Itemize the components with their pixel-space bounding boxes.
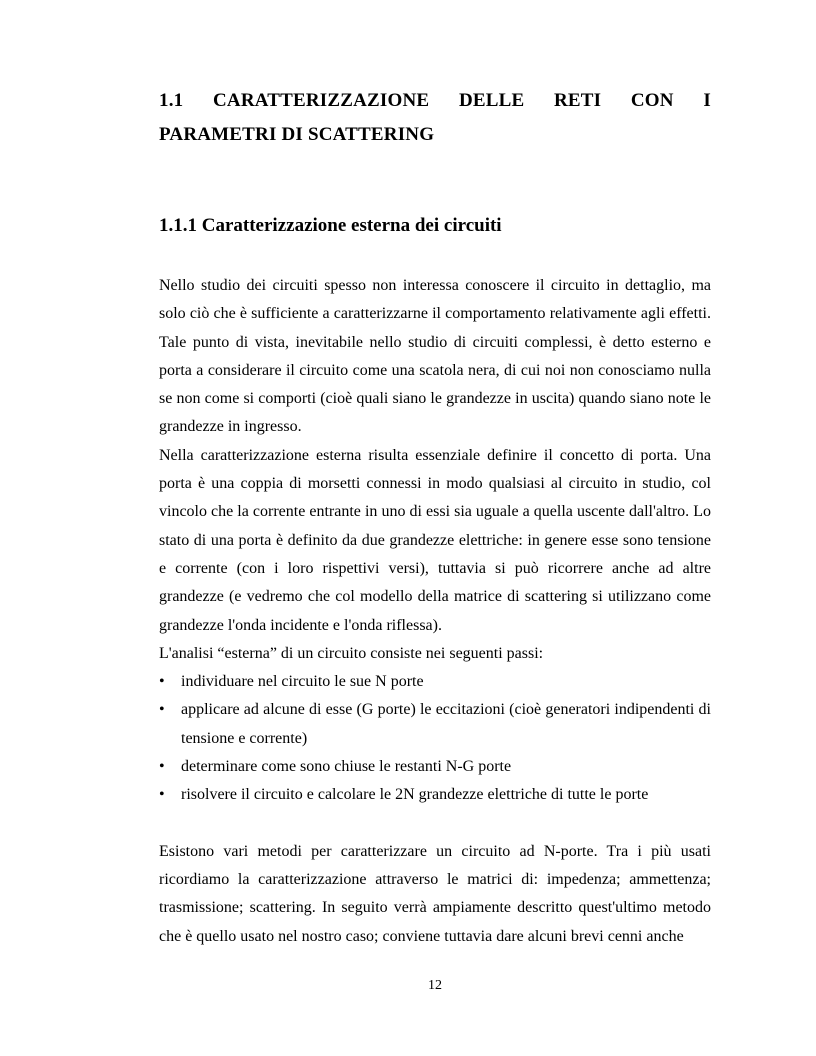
section-title-word: DELLE [458, 90, 525, 111]
bullet-icon: • [159, 758, 165, 776]
section-heading [159, 84, 711, 152]
bullet-icon: • [159, 701, 165, 719]
paragraph: Nello studio dei circuiti spesso non interessa conoscere il circuito in dettaglio, ma solo ciò che è sufficiente a caratterizzarne il comportamento relativamente agli effetti. Tale punto di vista, inevitabile nello studio di circuiti complessi, è detto esterno e porta a considerare il circuito come una scatola nera, di cui noi non conosciamo nulla se non come si comporti (cioè quali siano le grandezze in uscita) quando siano note le grandezze in ingresso. [159, 277, 711, 436]
section-heading-line1 [159, 84, 711, 118]
list-item-text: applicare ad alcune di esse (G porte) le eccitazioni (cioè generatori indipendenti di tensione e corrente) [181, 701, 711, 747]
bullet-icon: • [159, 786, 165, 804]
bullet-icon: • [159, 673, 165, 691]
section-heading-line2: PARAMETRI DI SCATTERING [159, 124, 435, 145]
list-item [159, 696, 711, 753]
paragraph: Nella caratterizzazione esterna risulta essenziale definire il concetto di porta. Una porta è una coppia di morsetti connessi in modo qualsiasi al circuito in studio, col vincolo che la corrente entrante in uno di essi sia uguale a quella uscente dall'altro. Lo stato di una porta è definito da due grandezze elettriche: in genere esse sono tensione e corrente (con i loro rispettivi versi), tuttavia si può ricorrere anche ad altre grandezze (e vedremo che col modello della matrice di scattering si utilizzano come grandezze l'onda incidente e l'onda riflessa). [159, 446, 711, 634]
body-text [159, 272, 711, 951]
section-title-word: RETI [553, 90, 602, 111]
list-item-text: individuare nel circuito le sue N porte [181, 673, 424, 691]
list-item [159, 781, 711, 809]
subsection-heading: 1.1.1 Caratterizzazione esterna dei circuiti [159, 215, 502, 236]
list-item [159, 753, 711, 781]
page-number: 12 [428, 978, 442, 993]
section-title-word: CON [630, 90, 674, 111]
list-item [159, 668, 711, 696]
section-number: 1.1 [159, 90, 184, 111]
bullet-list [159, 668, 711, 809]
section-title-word: I [703, 90, 711, 111]
list-item-text: risolvere il circuito e calcolare le 2N grandezze elettriche di tutte le porte [181, 786, 649, 804]
paragraph: L'analisi “esterna” di un circuito consiste nei seguenti passi: [159, 644, 544, 662]
section-title-word: CARATTERIZZAZIONE [212, 90, 430, 111]
paragraph: Esistono vari metodi per caratterizzare un circuito ad N-porte. Tra i più usati ricordiamo la caratterizzazione attraverso le matrici di: impedenza; ammettenza; trasmissione; scattering. In seguito verrà ampiamente descritto quest'ultimo metodo che è quello usato nel nostro caso; conviene tuttavia dare alcuni brevi cenni anche [159, 842, 711, 945]
list-item-text: determinare come sono chiuse le restanti N-G porte [181, 758, 512, 776]
